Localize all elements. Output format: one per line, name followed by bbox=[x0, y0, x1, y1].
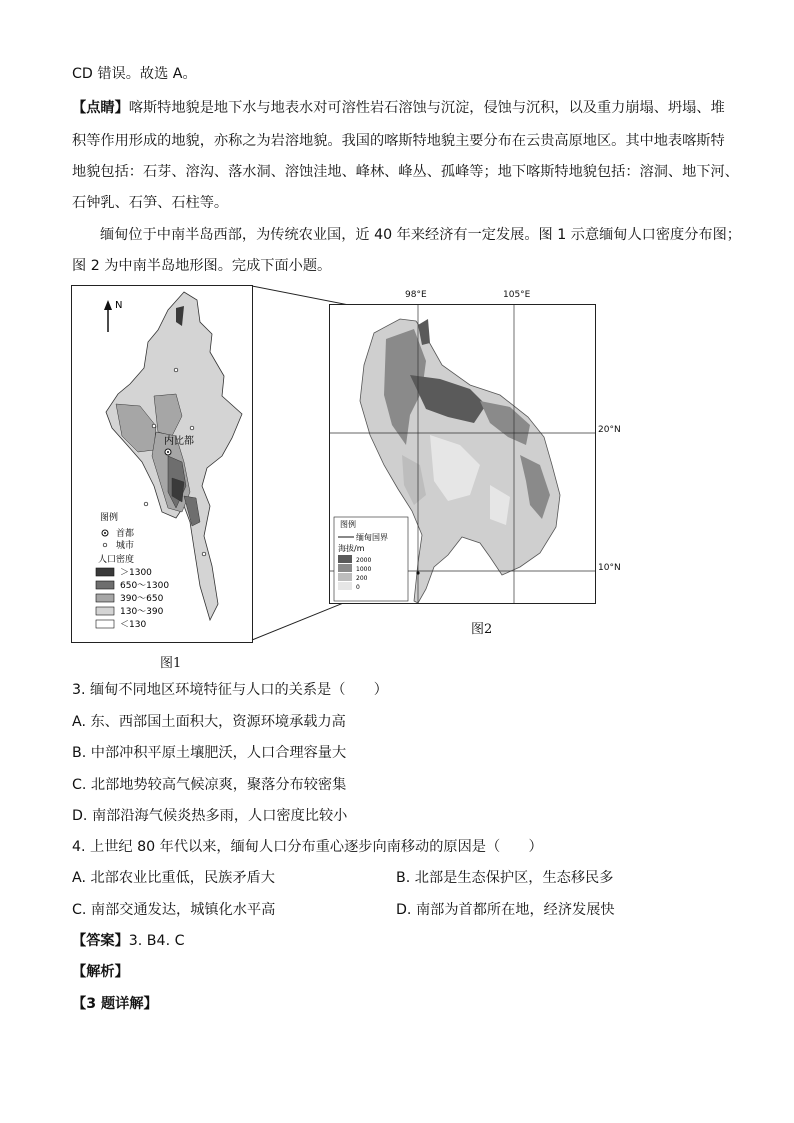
legend-elev-1: 2000 bbox=[356, 557, 372, 564]
legend-capital: 首都 bbox=[116, 529, 135, 539]
tip-line-4: 石钟乳、石笋、石柱等。 bbox=[72, 195, 229, 211]
capital-map-label: 内比都 bbox=[164, 436, 194, 447]
fig2-legend-title: 图例 bbox=[340, 520, 356, 529]
legend-density-2: 650～1300 bbox=[120, 581, 170, 591]
intro-line-2: 图 2 为中南半岛地形图。完成下面小题。 bbox=[72, 258, 332, 274]
legend-density-1: ＞1300 bbox=[120, 568, 152, 578]
figure-1-caption: 图1 bbox=[160, 656, 182, 671]
legend-elevation-title: 海拔/m bbox=[338, 544, 365, 553]
q4-option-c: C. 南部交通发达，城镇化水平高 bbox=[72, 902, 276, 918]
answer-label: 【答案】 bbox=[72, 933, 129, 949]
q4-option-d: D. 南部为首都所在地，经济发展快 bbox=[396, 902, 615, 918]
lon-label-105: 105°E bbox=[503, 290, 531, 300]
q3-option-a: A. 东、西部国土面积大，资源环境承载力高 bbox=[72, 714, 346, 730]
analysis-label: 【解析】 bbox=[72, 964, 129, 980]
answer-text: 3. B4. C bbox=[128, 933, 185, 949]
q3-option-d: D. 南部沿海气候炎热多雨，人口密度比较小 bbox=[72, 808, 348, 824]
legend-density-5: ＜130 bbox=[120, 620, 147, 630]
lat-label-10: 10°N bbox=[598, 563, 621, 573]
legend-density-3: 390～650 bbox=[120, 594, 164, 604]
tip-text-1: 喀斯特地貌是地下水与地表水对可溶性岩石溶蚀与沉淀，侵蚀与沉积，以及重力崩塌、坍塌、堆 bbox=[128, 100, 725, 116]
legend-city: 城市 bbox=[116, 541, 135, 551]
tip-line-3: 地貌包括：石芽、溶沟、落水洞、溶蚀洼地、峰林、峰丛、孤峰等；地下喀斯特地貌包括：溶洞、地下河、 bbox=[72, 164, 739, 180]
q3-option-b: B. 中部冲积平原土壤肥沃，人口合理容量大 bbox=[72, 745, 347, 761]
question-3-stem: 3. 缅甸不同地区环境特征与人口的关系是（ ） bbox=[72, 682, 388, 698]
legend-elev-2: 1000 bbox=[356, 566, 372, 573]
legend-border: 缅甸国界 bbox=[356, 533, 388, 542]
lon-label-98: 98°E bbox=[405, 290, 427, 300]
fig1-legend-title: 图例 bbox=[100, 513, 119, 523]
detail-label: 【3 题详解】 bbox=[72, 996, 158, 1012]
intro-line-1: 缅甸位于中南半岛西部，为传统农业国，近 40 年来经济有一定发展。图 1 示意缅甸人口密度分布图； bbox=[100, 227, 741, 243]
question-4-stem: 4. 上世纪 80 年代以来，缅甸人口分布重心逐步向南移动的原因是（ ） bbox=[72, 839, 543, 855]
tip-label: 【点睛】 bbox=[72, 100, 129, 116]
figure-2-map bbox=[329, 304, 596, 604]
legend-elev-3: 200 bbox=[356, 575, 368, 582]
text-line: CD 错误。故选 A。 bbox=[72, 66, 197, 82]
tip-line-2: 积等作用形成的地貌，亦称之为岩溶地貌。我国的喀斯特地貌主要分布在云贵高原地区。其中地表喀斯特 bbox=[72, 133, 725, 149]
legend-density-title: 人口密度 bbox=[98, 555, 135, 565]
lat-label-20: 20°N bbox=[598, 425, 621, 435]
figure-2-caption: 图2 bbox=[471, 622, 493, 637]
q3-option-c: C. 北部地势较高气候凉爽，聚落分布较密集 bbox=[72, 777, 347, 793]
answer-line bbox=[72, 931, 185, 951]
q4-option-b: B. 北部是生态保护区，生态移民多 bbox=[396, 870, 614, 886]
legend-density-4: 130～390 bbox=[120, 607, 164, 617]
legend-elev-4: 0 bbox=[356, 584, 360, 591]
q4-option-a: A. 北部农业比重低，民族矛盾大 bbox=[72, 870, 275, 886]
north-label: N bbox=[115, 300, 123, 311]
